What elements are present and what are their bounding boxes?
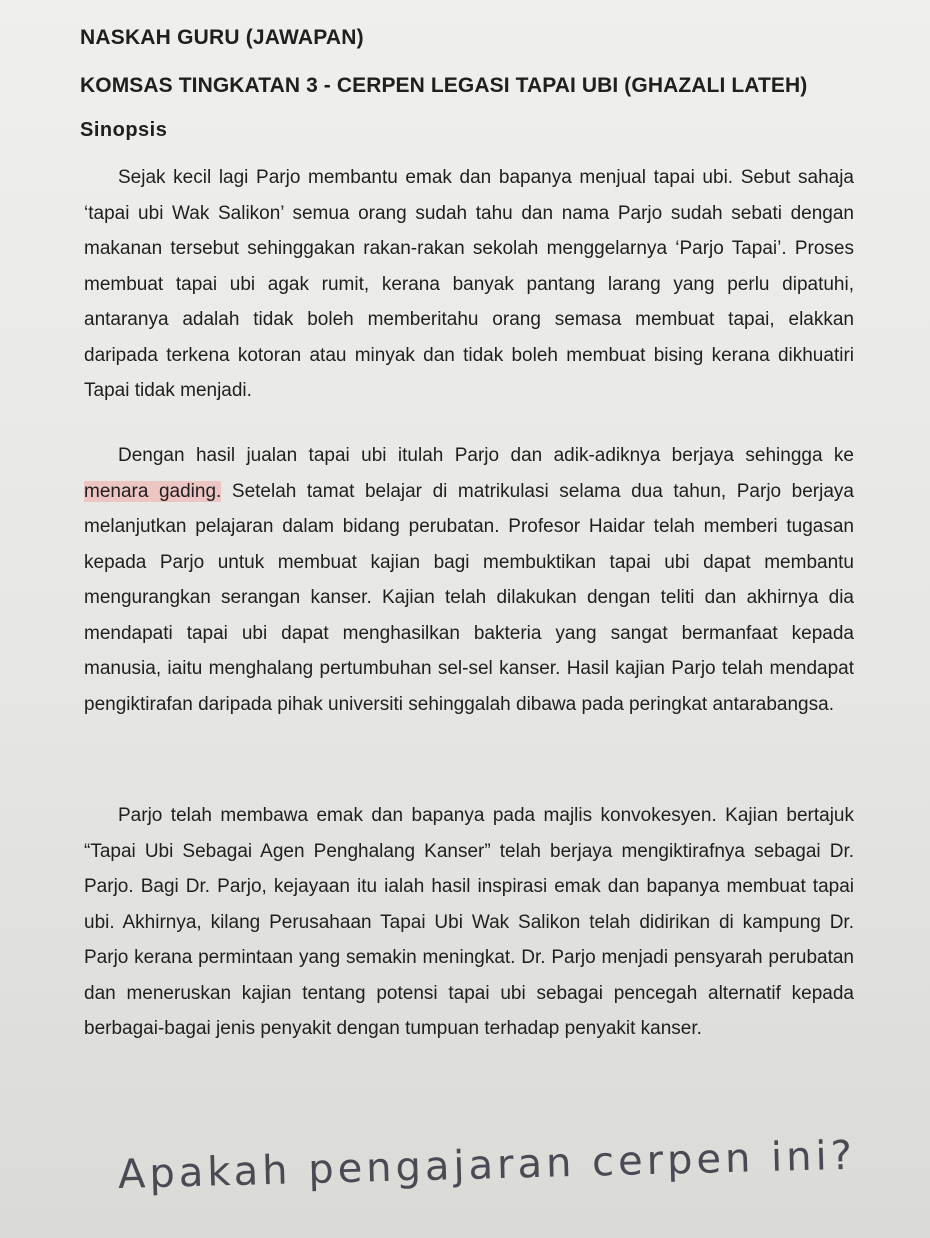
handwritten-question: Apakah pengajaran cerpen ini?: [117, 1132, 857, 1198]
highlighted-phrase: menara gading.: [84, 480, 222, 502]
paragraph-2-rest: Setelah tamat belajar di matrikulasi selama dua tahun, Parjo berjaya melanjutkan pelajaran dalam bidang perubatan. Profesor Haidar telah memberi tugasan kepada Parjo untuk membuat kajian bagi membuktikan tapai ubi dapat membantu mengurangkan serangan kanser. Kajian telah dilakukan dengan teliti dan akhirnya dia mendapati tapai ubi dapat menghasilkan bakteria yang sangat bermanfaat kepada manusia, iaitu menghalang pertumbuhan sel-sel kanser. Hasil kajian Parjo telah mendapat pengiktirafan daripada pihak universiti sehinggalah dibawa pada peringkat antarabangsa.: [84, 480, 854, 715]
section-heading: Sinopsis: [80, 119, 168, 141]
paragraph-2-start: Dengan hasil jualan tapai ubi itulah Parjo dan adik-adiknya berjaya sehingga ke: [118, 445, 854, 466]
document-title: NASKAH GURU (JAWAPAN): [80, 26, 364, 49]
paragraph-2: [84, 438, 854, 722]
document-subtitle: KOMSAS TINGKATAN 3 - CERPEN LEGASI TAPAI UBI (GHAZALI LATEH): [80, 74, 808, 97]
paragraph-3: Parjo telah membawa emak dan bapanya pada majlis konvokesyen. Kajian bertajuk “Tapai Ubi Sebagai Agen Penghalang Kanser” telah berjaya mengiktirafnya sebagai Dr. Parjo. Bagi Dr. Parjo, kejayaan itu ialah hasil inspirasi emak dan bapanya membuat tapai ubi. Akhirnya, kilang Perusahaan Tapai Ubi Wak Salikon telah didirikan di kampung Dr. Parjo kerana permintaan yang semakin meningkat. Dr. Parjo menjadi pensyarah perubatan dan meneruskan kajian tentang potensi tapai ubi sebagai pencegah alternatif kepada berbagai-bagai jenis penyakit dengan tumpuan terhadap penyakit kanser.: [84, 805, 854, 1039]
paragraph-1: Sejak kecil lagi Parjo membantu emak dan bapanya menjual tapai ubi. Sebut sahaja ‘tapai ubi Wak Salikon’ semua orang sudah tahu dan nama Parjo sudah sebati dengan makanan tersebut sehinggakan rakan-rakan sekolah menggelarnya ‘Parjo Tapai’. Proses membuat tapai ubi agak rumit, kerana banyak pantang larang yang perlu dipatuhi, antaranya adalah tidak boleh memberitahu orang semasa membuat tapai, elakkan daripada terkena kotoran atau minyak dan tidak boleh membuat bising kerana dikhuatiri Tapai tidak menjadi.: [84, 167, 854, 401]
